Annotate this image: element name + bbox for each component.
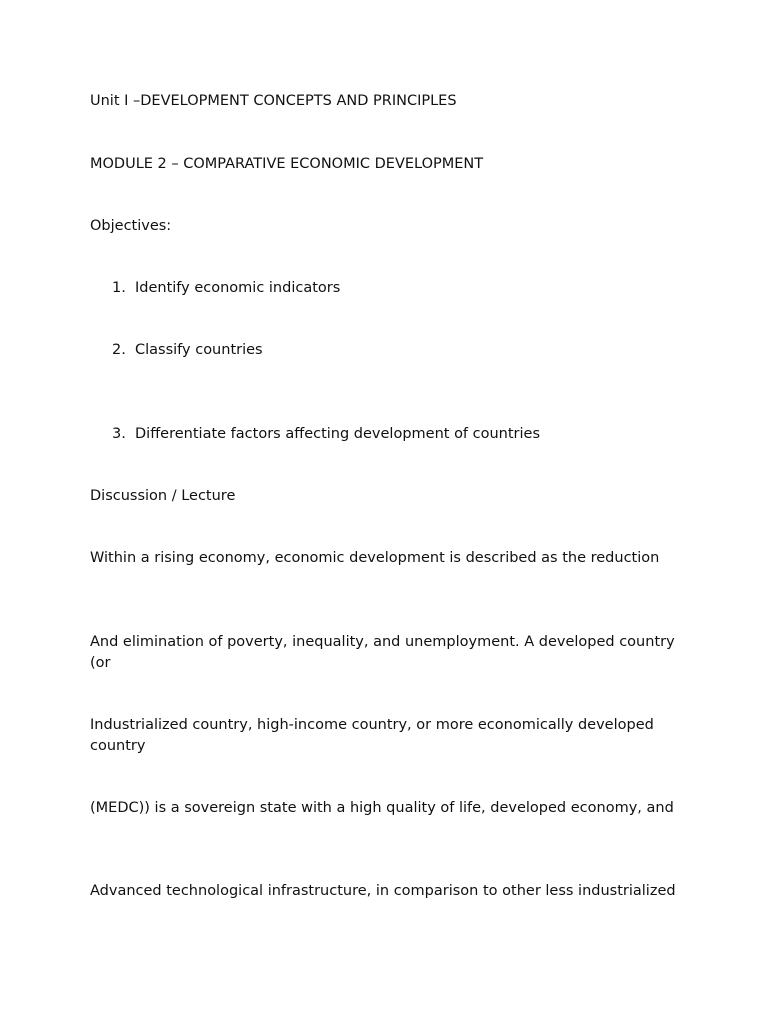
objective-item-2	[112, 340, 672, 361]
objective-item-3	[112, 424, 672, 445]
paragraph-2: And elimination of poverty, inequality, and unemployment. A developed country (or	[90, 634, 675, 671]
unit-title: Unit I –DEVELOPMENT CONCEPTS AND PRINCIPLES	[90, 93, 457, 109]
paragraph-3: Industrialized country, high-income country, or more economically developed country	[90, 717, 654, 754]
objective-text: Classify countries	[135, 342, 263, 358]
paragraph-4: (MEDC)) is a sovereign state with a high quality of life, developed economy, and	[90, 800, 674, 816]
discussion-heading: Discussion / Lecture	[90, 488, 236, 504]
objective-number: 2.	[112, 342, 126, 358]
objective-number: 3.	[112, 426, 126, 442]
objective-text: Identify economic indicators	[135, 280, 341, 296]
module-title: MODULE 2 – COMPARATIVE ECONOMIC DEVELOPMENT	[90, 156, 484, 172]
objective-number: 1.	[112, 280, 126, 296]
objective-text: Differentiate factors affecting development of countries	[135, 426, 541, 442]
objectives-heading: Objectives:	[90, 218, 172, 234]
paragraph-1: Within a rising economy, economic development is described as the reduction	[90, 550, 660, 566]
paragraph-5: Advanced technological infrastructure, in comparison to other less industrialized	[90, 883, 676, 899]
objective-item-1	[112, 278, 672, 299]
